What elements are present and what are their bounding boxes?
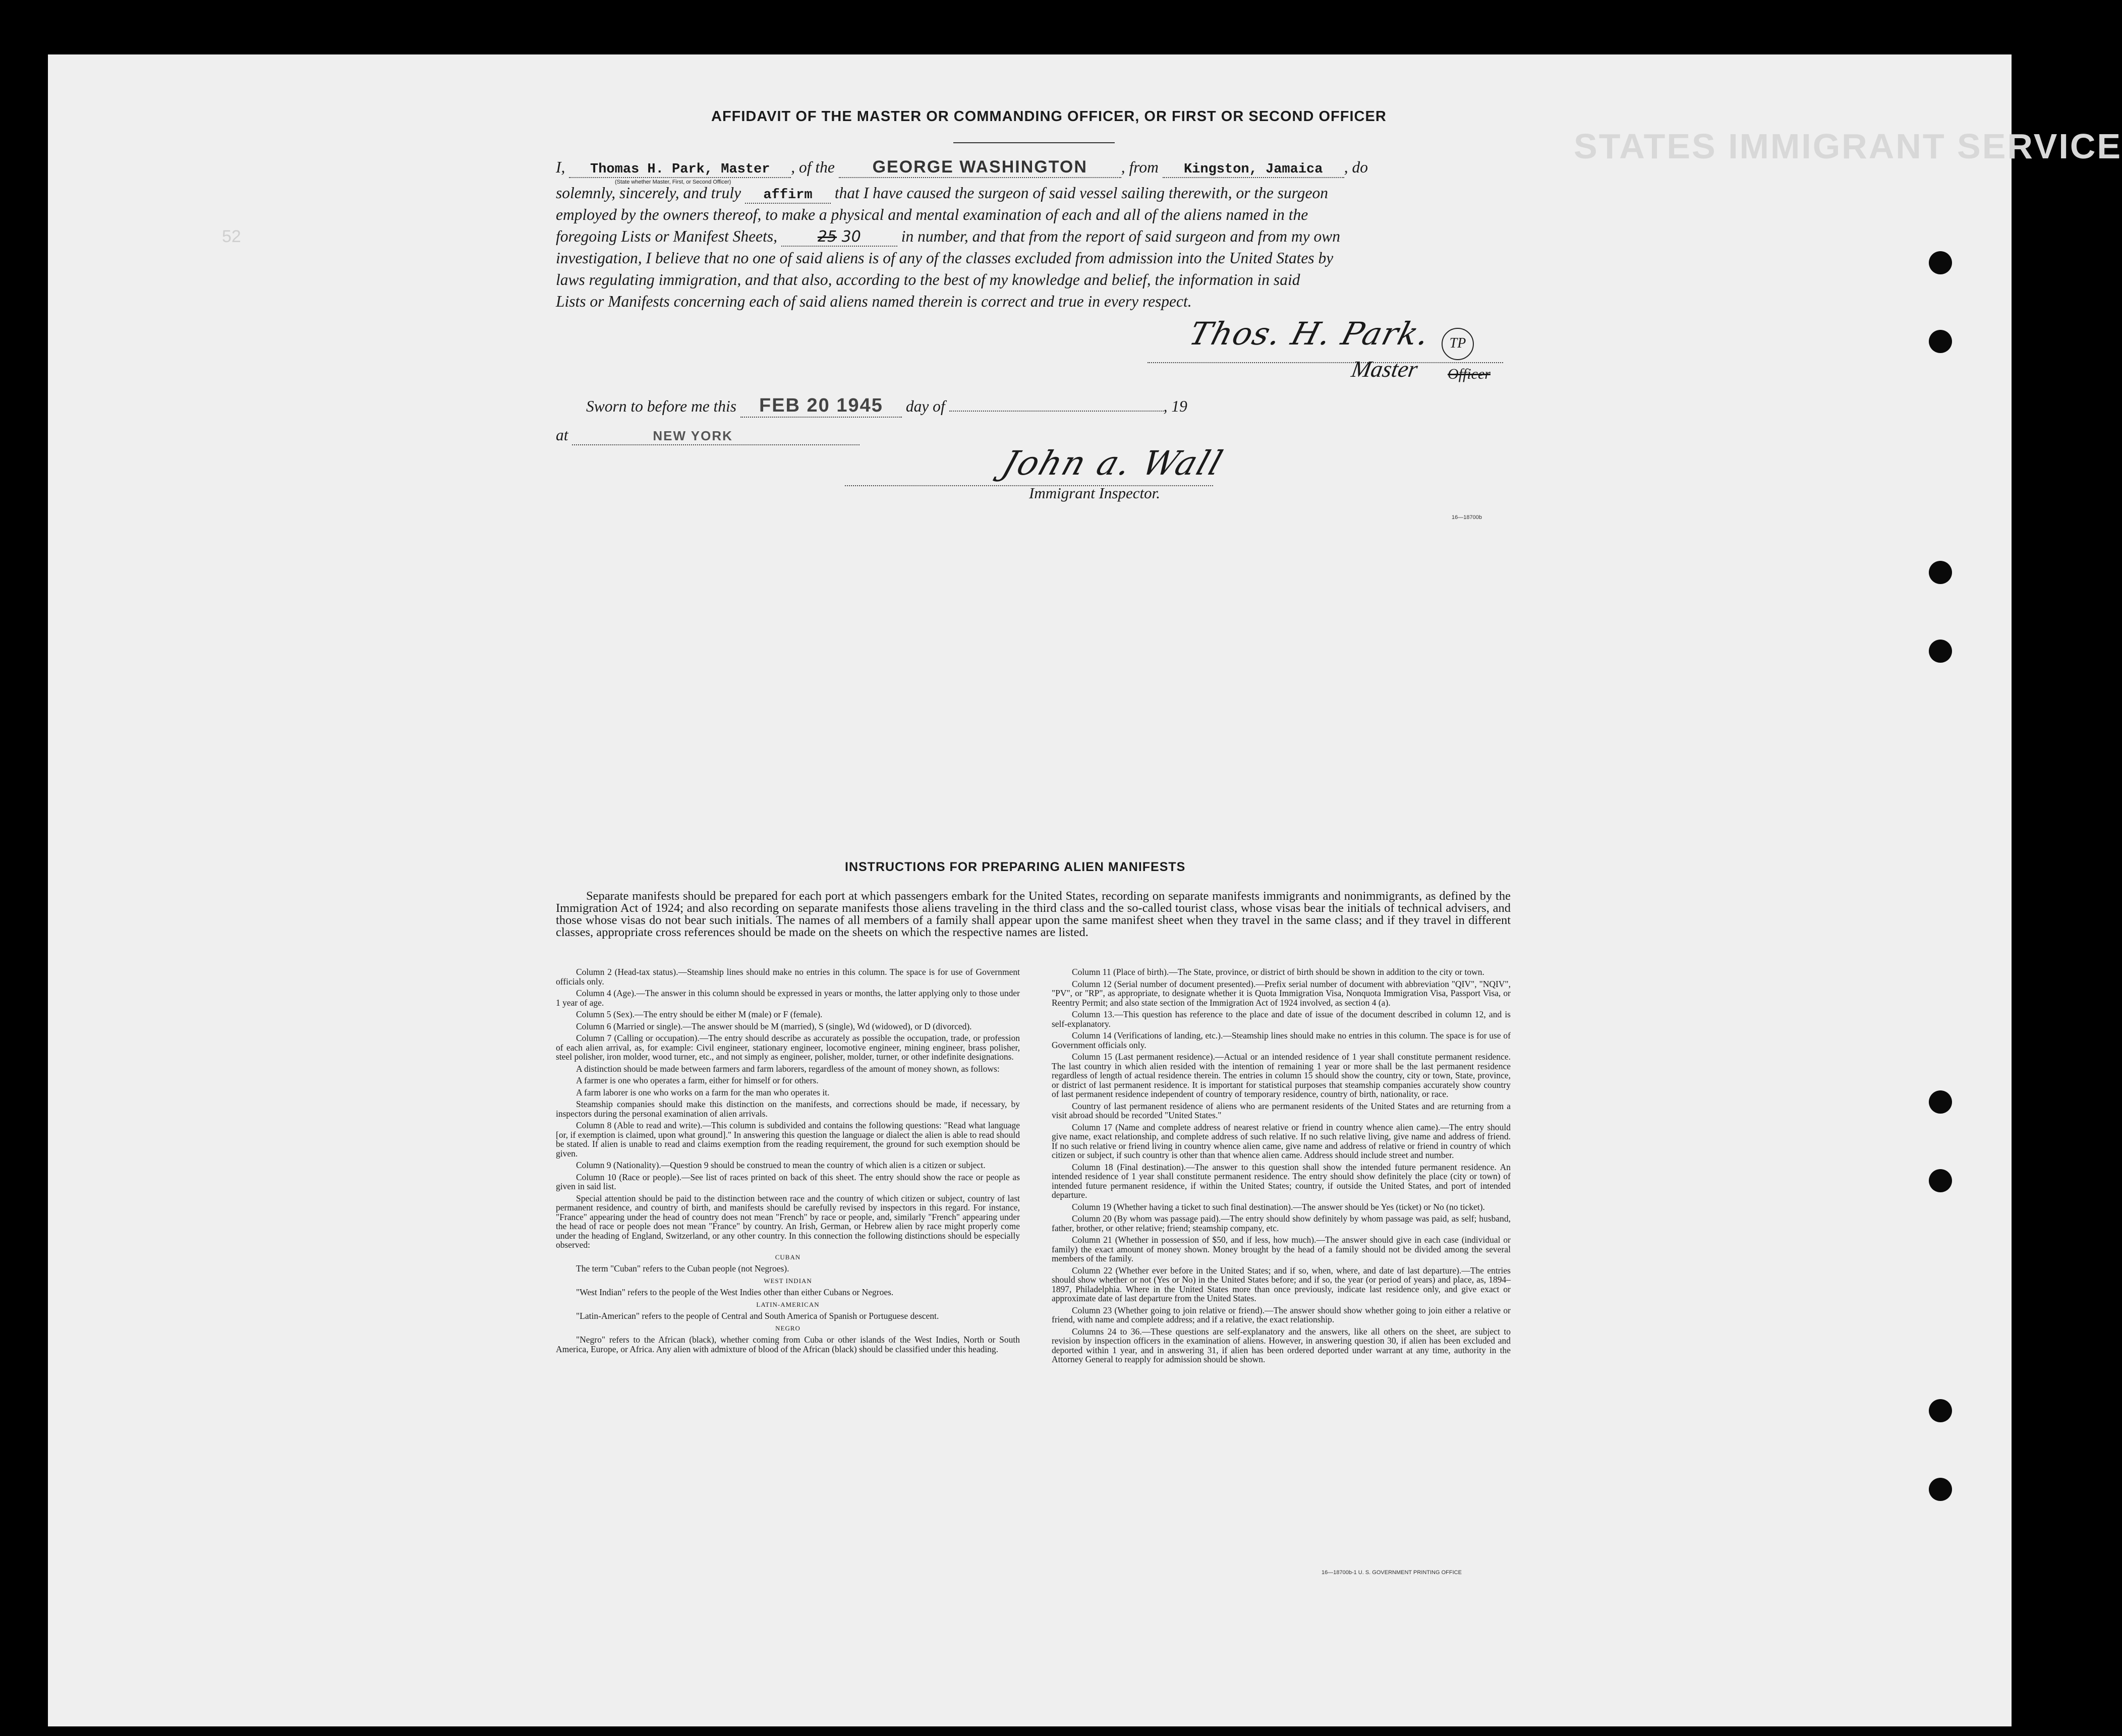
master-signature: Thos. H. Park. [1185, 315, 1435, 352]
place-stamp: NEW YORK [653, 428, 733, 443]
instruction-paragraph: Column 12 (Serial number of document presented).—Prefix serial number of document with abbreviation "QIV", "NQIV", "PV", or "RP", as appropriate, to designate whether it is Quota Immigration Visa, Nonquota Immigration Visa, Passport Visa, or Reentry Permit; and also state section of the Immigration Act of 1924 involved, as section 4 (a). [1052, 978, 1511, 1008]
instruction-paragraph: Column 6 (Married or single).—The answer should be M (married), S (single), Wd (widowed), or D (divorced). [576, 1021, 972, 1031]
title-rule [953, 142, 1115, 143]
instruction-paragraph: Column 2 (Head-tax status).—Steamship lines should make no entries in this column. The space is for use of Government officials only. [556, 967, 1020, 987]
affidavit-line-4a: foregoing Lists or Manifest Sheets, [556, 227, 777, 245]
ghost-header: STATES IMMIGRANT SERVICE [1574, 127, 2122, 166]
punch-hole [1929, 1399, 1952, 1422]
affidavit-line-3: employed by the owners thereof, to make a physical and mental examination of each and all of the aliens named in the [556, 206, 1308, 223]
affidavit-line-4b: in number, and that from the report of said surgeon and from my own [901, 227, 1341, 245]
affidavit-line-2a: solemnly, sincerely, and truly [556, 184, 741, 202]
instruction-paragraph: "Negro" refers to the African (black), whether coming from Cuba or other islands of the West Indies, North or South America, Europe, or Africa. Any alien with admixture of blood of the African (black) should be classified under this heading. [556, 1335, 1020, 1354]
instruction-paragraph: Column 11 (Place of birth).—The State, province, or district of birth should be shown in addition to the city or town. [1072, 967, 1484, 977]
instruction-paragraph: "West Indian" refers to the people of the West Indies other than either Cubans or Negroes. [576, 1287, 894, 1297]
instruction-paragraph: Column 15 (Last permanent residence).—Actual or an intended residence of 1 year shall constitute permanent residence. The last country in which alien resided with the intention of remaining 1 year or more shall be the last permanent residence regardless of length of actual residence therein. The entries in column 15 should show the country, city or town, State, province, or district of last permanent residence. It is important for statistical purposes that steamship companies accurately show country of last permanent residence independent of country of temporary residence, country of birth, nationality, or race. [1052, 1052, 1511, 1099]
master-title-written: Master [1349, 356, 1420, 382]
heading-west-indian: WEST INDIAN [764, 1277, 812, 1285]
affidavit-i: I, [556, 158, 565, 176]
from-text: , from [1121, 158, 1159, 176]
instruction-paragraph: A farm laborer is one who works on a farm for the man who operates it. [576, 1087, 830, 1097]
signature-rule [1148, 362, 1503, 363]
instruction-paragraph: Steamship companies should make this distinction on the manifests, and corrections should be made, if necessary, by inspectors during the personal examination of alien arrivals. [556, 1099, 1020, 1119]
instruction-paragraph: Column 23 (Whether going to join relative or friend).—The answer should show whether going to join either a relative or friend, with name and complete address; and if a relative, the exact relationship. [1052, 1305, 1511, 1324]
year-suffix: , 19 [1163, 397, 1187, 415]
instruction-paragraph: Column 18 (Final destination).—The answer to this question shall show the intended future permanent residence. An intended residence of 1 year shall constitute permanent residence. The entry should show definitely the place (city or town) of intended future permanent residence, if within the United States; country, if outside the United States, and port of intended departure. [1052, 1162, 1511, 1200]
officer-note: (State whether Master, First, or Second Officer) [615, 179, 731, 185]
instruction-paragraph: Column 22 (Whether ever before in the United States; and if so, when, where, and date of last departure).—The entries should show whether or not (Yes or No) in the United States before; and if so, the year (or period of years) and place, as, 1894–1897, Philadelphia. Where in the United States more than once previously, indicate last residence only, and give exact or approximate date of last departure from the United States. [1052, 1265, 1511, 1303]
instruction-paragraph: Column 13.—This question has reference to the place and date of issue of the document described in column 12, and is self-explanatory. [1052, 1009, 1511, 1029]
instruction-paragraph: Column 21 (Whether in possession of $50, and if less, how much).—The answer should give in each case (individual or family) the exact amount of money shown. Money brought by the head of a family should not be divided among the several members of the family. [1052, 1235, 1511, 1263]
instructions-left-column [556, 967, 1020, 1356]
at-text: at [556, 426, 568, 444]
instruction-paragraph: "Latin-American" refers to the people of Central and South America of Spanish or Portuguese descent. [576, 1311, 939, 1321]
instructions-right-column [1052, 967, 1511, 1367]
instruction-paragraph: The term "Cuban" refers to the Cuban people (not Negroes). [576, 1263, 789, 1274]
affidavit-title: AFFIDAVIT OF THE MASTER OR COMMANDING OFFICER, OR FIRST OR SECOND OFFICER [711, 108, 1387, 125]
day-of-text: day of [905, 397, 945, 415]
form-code: 16—18700b [1452, 514, 1482, 520]
punch-hole [1929, 1478, 1952, 1501]
vessel-name: GEORGE WASHINGTON [872, 157, 1087, 177]
affidavit-line-2b: that I have caused the surgeon of said vessel sailing therewith, or the surgeon [834, 184, 1329, 202]
sheets-count: 30 [841, 228, 861, 246]
affidavit-line-5: investigation, I believe that no one of said aliens is of any of the classes excluded from admission into the United States by [556, 249, 1334, 267]
instruction-paragraph: A distinction should be made between farmers and farm laborers, regardless of the amount of money shown, as follows: [576, 1063, 1000, 1074]
instruction-paragraph: Country of last permanent residence of aliens who are permanent residents of the United States and are returning from a visit abroad should be recorded "United States." [1052, 1101, 1511, 1120]
instruction-paragraph: A farmer is one who operates a farm, either for himself or for others. [576, 1075, 819, 1085]
sworn-text: Sworn to before me this [586, 397, 737, 415]
instruction-paragraph: Column 7 (Calling or occupation).—The entry should describe as accurately as possible the occupation, trade, or profession of each alien arrival, as, for example: Civil engineer, stationary engineer, locomotive engineer, mining engineer, brass polisher, steel polisher, iron molder, wood turner, etc., and not simply as engineer, polisher, molder, turner, or other indefinite designations. [556, 1033, 1020, 1062]
sworn-date-stamp: FEB 20 1945 [759, 395, 883, 416]
instruction-paragraph: Column 4 (Age).—The answer in this column should be expressed in years or months, the latter applying only to those under 1 year of age. [556, 988, 1020, 1008]
do-text: , do [1344, 158, 1368, 176]
affirm-word: affirm [763, 188, 813, 203]
instruction-paragraph: Column 9 (Nationality).—Question 9 should be construed to mean the country of which alien is a citizen or subject. [576, 1160, 986, 1170]
instruction-paragraph: Column 14 (Verifications of landing, etc.).—Steamship lines should make no entries in this column. The space is for use of Government officials only. [1052, 1030, 1511, 1050]
of-the-text: , of the [791, 158, 835, 176]
instruction-paragraph: Column 19 (Whether having a ticket to such final destination).—The answer should be Yes (ticket) or No (no ticket). [1072, 1201, 1485, 1212]
printing-office-footer: 16—18700b-1 U. S. GOVERNMENT PRINTING OFFICE [1322, 1570, 1462, 1576]
punch-hole [1929, 330, 1952, 353]
master-initials: TP [1442, 328, 1474, 360]
sheets-struck: 25 [817, 228, 837, 246]
instruction-paragraph: Column 8 (Able to read and write).—This column is subdivided and contains the following questions: "Read what language [or, if exemption is claimed, upon what ground]." In answering this question the language or dialect the alien is able to read should be stated. If alien is unable to read and claims exemption from the reading requirement, the ground for such exemption should be given. [556, 1120, 1020, 1159]
heading-latin-american: LATIN-AMERICAN [756, 1300, 820, 1308]
instruction-paragraph: Special attention should be paid to the distinction between race and the country of which citizen or subject, country of last permanent residence, and country of birth, and manifests should be carefully revised by inspectors in this regard. For instance, "France" appearing under the head of country does not mean "French" by race or people, and, similarly "French" appearing under the head of race or people does not mean "France" by country. An Irish, German, or Hebrew alien by race might properly come under the heading of England, Switzerland, or any other country. In this connection the following distinctions should be especially observed: [556, 1193, 1020, 1250]
punch-hole [1929, 561, 1952, 584]
instructions-title: INSTRUCTIONS FOR PREPARING ALIEN MANIFESTS [845, 860, 1186, 874]
instruction-paragraph: Column 17 (Name and complete address of nearest relative or friend in country whence alien came).—The entry should give name, exact relationship, and complete address of such relative. If no such relative living, give name and address of friend. If no such relative or friend living in country whence alien came, give name and address of relative or friend in country of which citizen or subject, if such country is other than that whence alien came. Address should include street and number. [1052, 1122, 1511, 1160]
punch-hole [1929, 640, 1952, 663]
affidavit-line-7: Lists or Manifests concerning each of said aliens named therein is correct and true in every respect. [556, 293, 1192, 310]
heading-negro: NEGRO [775, 1324, 800, 1332]
instruction-paragraph: Column 5 (Sex).—The entry should be either M (male) or F (female). [576, 1009, 823, 1019]
port-name: Kingston, Jamaica [1183, 162, 1323, 177]
punch-hole [1929, 1090, 1952, 1114]
officer-struck: Officer [1448, 366, 1490, 382]
heading-cuban: CUBAN [775, 1253, 801, 1261]
inspector-title: Immigrant Inspector. [1029, 484, 1161, 502]
officer-name: Thomas H. Park, Master [590, 162, 770, 177]
instruction-paragraph: Column 10 (Race or people).—See list of races printed on back of this sheet. The entry should show the race or people as given in said list. [556, 1172, 1020, 1191]
instruction-paragraph: Columns 24 to 36.—These questions are self-explanatory and the answers, like all others on the sheet, are subject to revision by inspection officers in the examination of aliens. However, in answering question 30, if alien has been excluded and deported within 1 year, and in answering 31, if alien has been ordered deported under warrant at any time, authority in the Attorney General to reapply for admission should be shown. [1052, 1326, 1511, 1364]
ghost-number: 52 [222, 227, 241, 246]
inspector-signature: John a. Wall [997, 444, 1229, 483]
instructions-intro: Separate manifests should be prepared for each port at which passengers embark for the United States, recording on separate manifests immigrants and nonimmigrants, as defined by the Immigration Act of 1924; and also recording on separate manifests those aliens traveling in the third class and the so-called tourist class, whose visas bear the initials of technical advisers, and those whose visas do not bear such initials. The names of all members of a family shall appear upon the same manifest sheet when they travel in the same class; and if they travel in different classes, appropriate cross references should be made on the sheets on which the respective names are listed. [556, 889, 1511, 939]
punch-hole [1929, 251, 1952, 274]
instruction-paragraph: Column 20 (By whom was passage paid).—The entry should show definitely by whom passage was paid, as self; husband, father, brother, or other relative; friend; steamship company, etc. [1052, 1213, 1511, 1233]
punch-hole [1929, 1169, 1952, 1192]
affidavit-line-6: laws regulating immigration, and that also, according to the best of my knowledge and belief, the information in said [556, 271, 1300, 288]
